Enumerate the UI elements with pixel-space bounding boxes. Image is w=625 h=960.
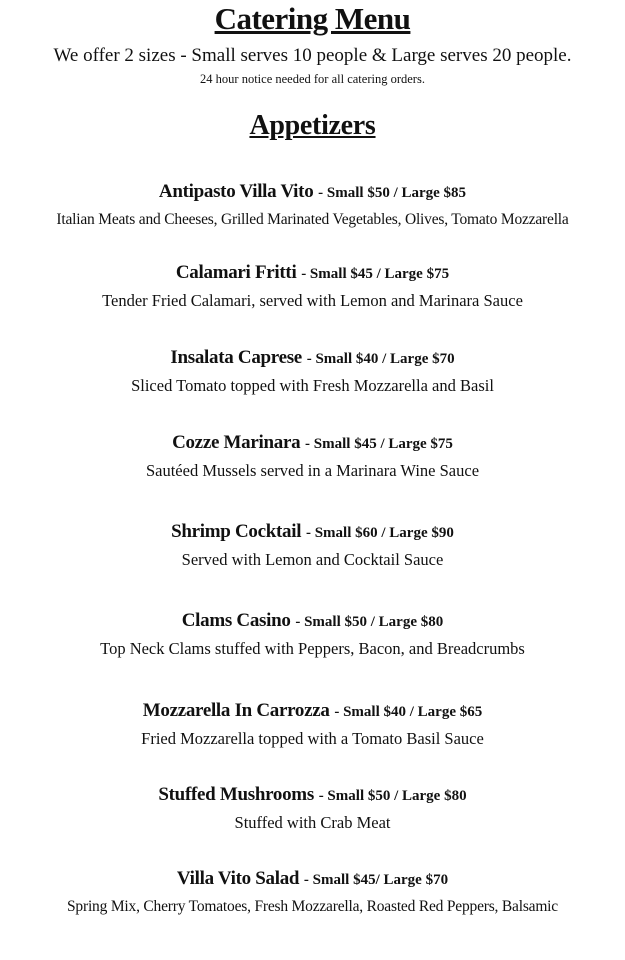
menu-item — [0, 261, 625, 312]
item-description: Served with Lemon and Cocktail Sauce — [181, 550, 444, 569]
menu-item — [0, 346, 625, 397]
item-description: Stuffed with Crab Meat — [234, 813, 391, 832]
item-name: Mozzarella In Carrozza — [142, 700, 330, 721]
item-description: Sautéed Mussels served in a Marinara Wine Sauce — [145, 461, 480, 480]
item-price: - Small $50 / Large $80 — [318, 788, 467, 804]
sizes-subtitle: We offer 2 sizes - Small serves 10 people & Large serves 20 people. — [53, 45, 572, 66]
item-price: - Small $50 / Large $85 — [318, 185, 467, 201]
menu-item — [0, 699, 625, 750]
item-name: Villa Vito Salad — [176, 868, 300, 889]
item-name: Antipasto Villa Vito — [158, 181, 314, 202]
item-price: - Small $40 / Large $70 — [306, 351, 455, 367]
page-title: Catering Menu — [214, 1, 411, 36]
item-description: Sliced Tomato topped with Fresh Mozzarella and Basil — [131, 376, 494, 395]
item-price: - Small $45 / Large $75 — [301, 266, 450, 282]
menu-item — [0, 609, 625, 660]
item-price: - Small $45/ Large $70 — [303, 872, 449, 888]
item-name: Insalata Caprese — [170, 347, 302, 368]
item-name: Cozze Marinara — [172, 432, 301, 453]
item-description: Spring Mix, Cherry Tomatoes, Fresh Mozzarella, Roasted Red Peppers, Balsamic — [67, 898, 558, 915]
menu-item — [0, 867, 625, 918]
item-price: - Small $50 / Large $80 — [295, 614, 444, 630]
item-price: - Small $60 / Large $90 — [305, 525, 454, 541]
item-price: - Small $45 / Large $75 — [305, 436, 453, 452]
item-price: - Small $40 / Large $65 — [334, 704, 483, 720]
item-name: Clams Casino — [181, 610, 291, 631]
menu-item — [0, 431, 625, 482]
item-name: Calamari Fritti — [175, 262, 297, 283]
item-name: Shrimp Cocktail — [171, 521, 302, 542]
item-description: Italian Meats and Cheeses, Grilled Marinated Vegetables, Olives, Tomato Mozzarella — [56, 211, 569, 228]
section-title-appetizers: Appetizers — [249, 110, 376, 141]
menu-item — [0, 520, 625, 571]
item-description: Top Neck Clams stuffed with Peppers, Bacon, and Breadcrumbs — [100, 639, 525, 658]
item-description: Tender Fried Calamari, served with Lemon and Marinara Sauce — [102, 291, 523, 310]
menu-item — [0, 180, 625, 231]
item-name: Stuffed Mushrooms — [158, 784, 314, 805]
item-description: Fried Mozzarella topped with a Tomato Basil Sauce — [141, 729, 484, 748]
menu-item — [0, 783, 625, 834]
order-notice: 24 hour notice needed for all catering orders. — [200, 72, 425, 86]
